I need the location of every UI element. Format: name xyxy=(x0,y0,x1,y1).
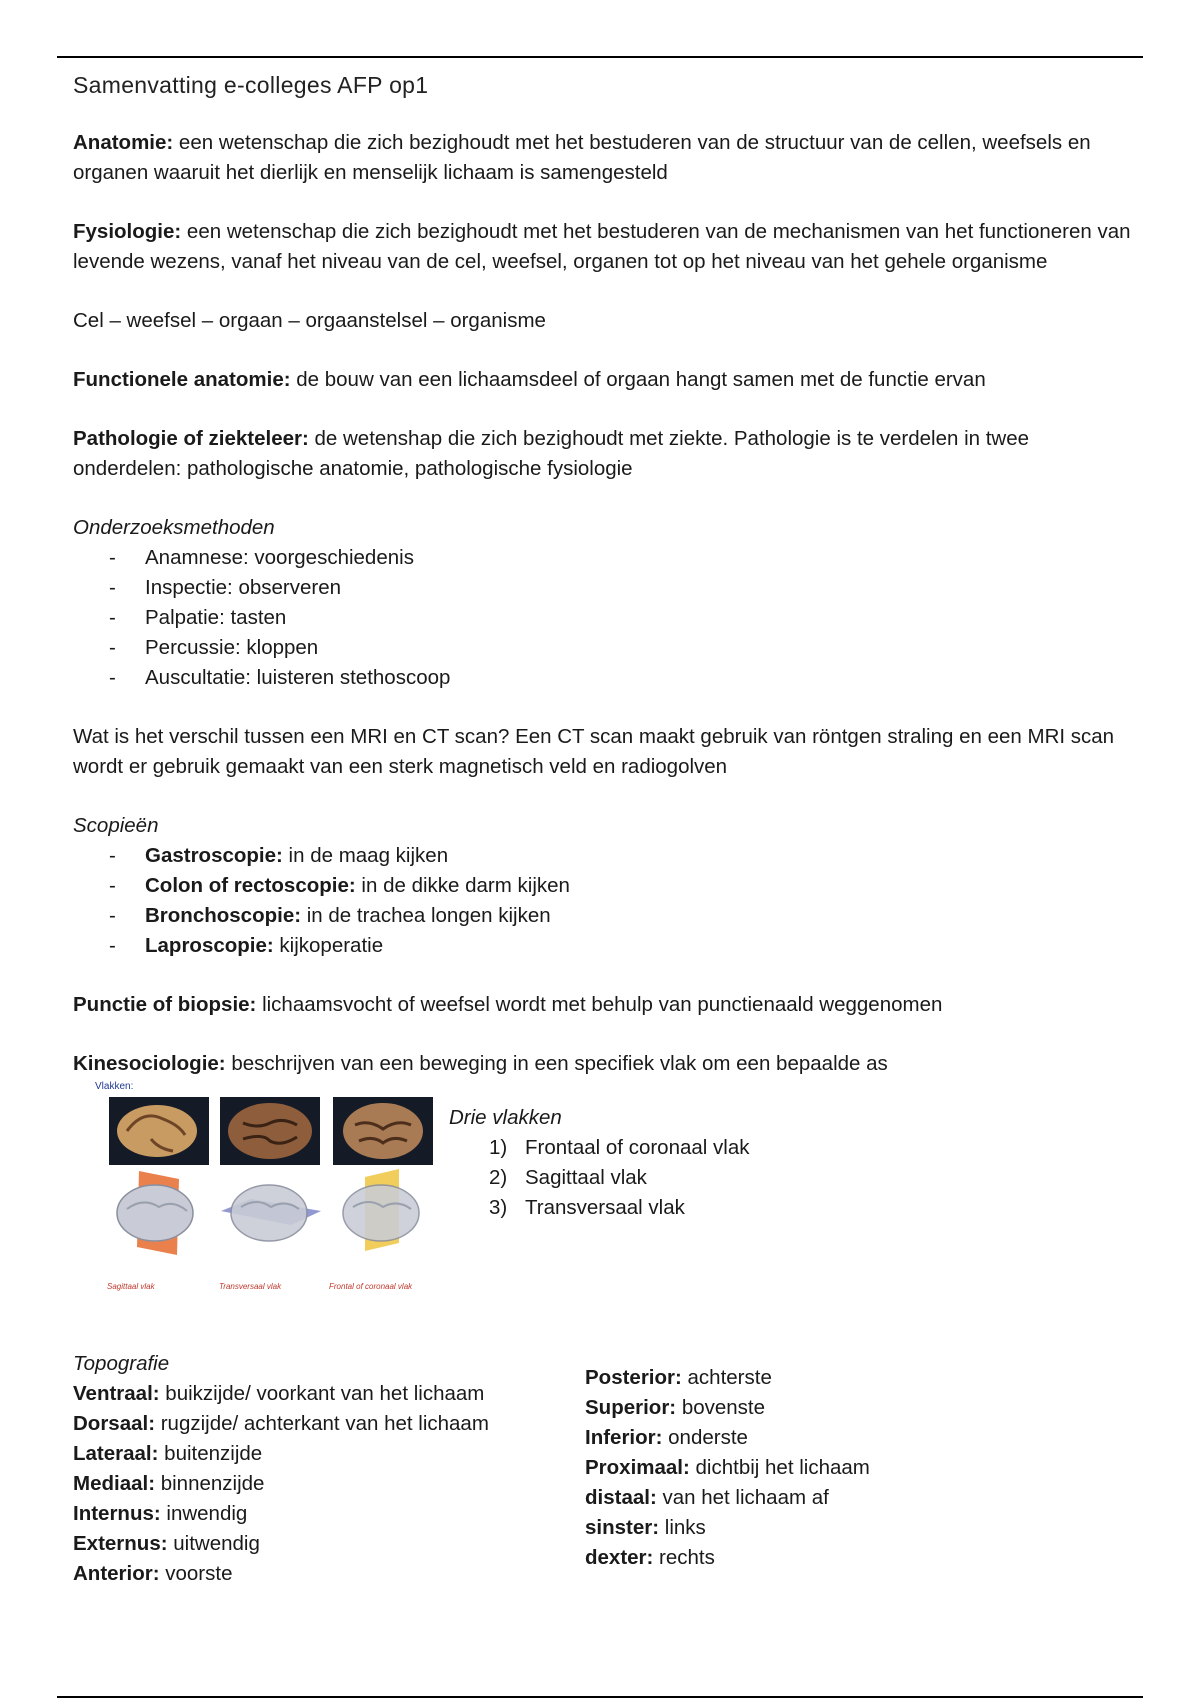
definition-text: een wetenschap die zich bezighoudt met het bestuderen van de mechanismen van het functioneren van levende wezens, vanaf het niveau van de cel, weefsel, organen tot op het niveau van het gehele organisme xyxy=(73,220,1131,273)
definition-text: voorste xyxy=(159,1562,233,1585)
document-body xyxy=(73,128,1133,1589)
definition-text: achterste xyxy=(681,1366,772,1389)
list-number: 3) xyxy=(489,1196,508,1219)
list-item xyxy=(585,1543,870,1573)
figure-caption: Transversaal vlak xyxy=(219,1282,282,1291)
definition-text: kijkoperatie xyxy=(273,934,384,957)
term: Inferior: xyxy=(585,1426,663,1449)
scopieen-list xyxy=(73,841,1133,961)
definition-text: buikzijde/ voorkant van het lichaam xyxy=(159,1382,485,1405)
topografie-heading: Topografie xyxy=(73,1352,170,1375)
list-item xyxy=(489,1133,749,1163)
brain-section-shape xyxy=(343,1103,423,1159)
planes-list-block xyxy=(449,1103,749,1223)
definition-text: links xyxy=(659,1516,706,1539)
planes-figure-row xyxy=(73,1079,1133,1349)
list-item: - Anamnese: voorgeschiedenis xyxy=(73,543,1133,573)
list-item xyxy=(73,1499,489,1529)
list-item xyxy=(73,901,1133,931)
definition-text: uitwendig xyxy=(167,1532,260,1555)
hierarchy-line: Cel – weefsel – orgaan – orgaanstelsel – organisme xyxy=(73,309,546,332)
list-item xyxy=(73,1379,489,1409)
term: Internus: xyxy=(73,1502,161,1525)
term: distaal: xyxy=(585,1486,657,1509)
top-rule xyxy=(57,56,1143,58)
list-item xyxy=(73,1439,489,1469)
onderzoek-heading: Onderzoeksmethoden xyxy=(73,516,275,539)
document-title: Samenvatting e-colleges AFP op1 xyxy=(73,72,429,98)
definition-text: rugzijde/ achterkant van het lichaam xyxy=(155,1412,489,1435)
definition-anatomie xyxy=(73,128,1133,188)
definition-text: de wetenshap die zich bezighoudt met ziekte. Pathologie is te verdelen in twee onderdelen: pathologische anatomie, pathologische fysiologie xyxy=(73,427,1030,480)
list-item xyxy=(585,1393,870,1423)
term: Laproscopie: xyxy=(145,934,274,957)
list-item: - Palpatie: tasten xyxy=(73,603,1133,633)
term: sinster: xyxy=(585,1516,660,1539)
term: Functionele anatomie: xyxy=(73,368,291,391)
definition-kinesiologie xyxy=(73,1049,1133,1079)
planes-heading: Drie vlakken xyxy=(449,1106,562,1129)
list-text: Frontaal of coronaal vlak xyxy=(525,1136,750,1159)
list-item xyxy=(73,931,1133,961)
brain-shape xyxy=(343,1185,419,1241)
list-number: 1) xyxy=(489,1136,508,1159)
figure-header: Vlakken: xyxy=(95,1081,134,1092)
term: Anatomie: xyxy=(73,131,174,154)
term: Bronchoscopie: xyxy=(145,904,302,927)
term: Punctie of biopsie: xyxy=(73,993,257,1016)
definition-text: lichaamsvocht of weefsel wordt met behulp van punctienaald weggenomen xyxy=(256,993,943,1016)
list-item: - Auscultatie: luisteren stethoscoop xyxy=(73,663,1133,693)
definition-text: in de trachea longen kijken xyxy=(301,904,551,927)
list-item: - Percussie: kloppen xyxy=(73,633,1133,663)
list-text: Transversaal vlak xyxy=(525,1196,685,1219)
term: Gastroscopie: xyxy=(145,844,283,867)
onderzoek-list xyxy=(73,543,1133,693)
list-item xyxy=(73,1559,489,1589)
definition-text: in de dikke darm kijken xyxy=(355,874,570,897)
list-item xyxy=(489,1193,749,1223)
topografie-left-column xyxy=(73,1349,489,1589)
definition-punctie xyxy=(73,990,1133,1020)
brain-section-shape xyxy=(117,1105,197,1157)
definition-text: van het lichaam af xyxy=(656,1486,829,1509)
list-text: Sagittaal vlak xyxy=(525,1166,647,1189)
list-item xyxy=(489,1163,749,1193)
definition-text: een wetenschap die zich bezighoudt met het bestuderen van de structuur van de cellen, weefsels en organen waaruit het dierlijk en menselijk lichaam is samengesteld xyxy=(73,131,1091,184)
bottom-rule xyxy=(57,1696,1143,1698)
list-item xyxy=(585,1483,870,1513)
list-item: - Inspectie: observeren xyxy=(73,573,1133,603)
term: Fysiologie: xyxy=(73,220,182,243)
term: Pathologie of ziekteleer: xyxy=(73,427,309,450)
list-item xyxy=(73,1409,489,1439)
list-item xyxy=(73,1469,489,1499)
term: Posterior: xyxy=(585,1366,682,1389)
definition-fysiologie xyxy=(73,217,1133,277)
brain-section-shape xyxy=(228,1103,312,1159)
term: Mediaal: xyxy=(73,1472,156,1495)
definition-text: rechts xyxy=(653,1546,715,1569)
brain-planes-figure xyxy=(93,1079,453,1311)
definition-text: dichtbij het lichaam xyxy=(689,1456,870,1479)
brain-shape xyxy=(117,1185,193,1241)
topografie-section xyxy=(73,1349,1133,1589)
term: Kinesociologie: xyxy=(73,1052,226,1075)
list-item xyxy=(585,1423,870,1453)
definition-text: beschrijven van een beweging in een specifiek vlak om een bepaalde as xyxy=(225,1052,888,1075)
mri-paragraph: Wat is het verschil tussen een MRI en CT scan? Een CT scan maakt gebruik van röntgen straling en een MRI scan wordt er gebruik gemaakt van een sterk magnetisch veld en radiogolven xyxy=(73,725,1115,778)
definition-text: bovenste xyxy=(676,1396,766,1419)
list-item xyxy=(73,871,1133,901)
definition-text: buitenzijde xyxy=(158,1442,263,1465)
term: Anterior: xyxy=(73,1562,160,1585)
term: Externus: xyxy=(73,1532,168,1555)
figure-caption: Frontal of coronaal vlak xyxy=(329,1282,413,1291)
term: Dorsaal: xyxy=(73,1412,156,1435)
brain-shape xyxy=(231,1185,307,1241)
list-number: 2) xyxy=(489,1166,508,1189)
definition-pathologie xyxy=(73,424,1133,484)
term: Ventraal: xyxy=(73,1382,160,1405)
definition-text: inwendig xyxy=(160,1502,248,1525)
list-item xyxy=(585,1513,870,1543)
list-item xyxy=(585,1453,870,1483)
list-item xyxy=(73,841,1133,871)
definition-functionele-anatomie xyxy=(73,365,1133,395)
definition-text: onderste xyxy=(662,1426,748,1449)
definition-text: binnenzijde xyxy=(155,1472,265,1495)
term: Lateraal: xyxy=(73,1442,159,1465)
term: Superior: xyxy=(585,1396,677,1419)
term: Colon of rectoscopie: xyxy=(145,874,356,897)
scopieen-heading: Scopieën xyxy=(73,814,159,837)
list-item xyxy=(73,1529,489,1559)
figure-caption: Sagittaal vlak xyxy=(107,1282,155,1291)
definition-text: in de maag kijken xyxy=(282,844,449,867)
topografie-right-column xyxy=(585,1363,870,1573)
definition-text: de bouw van een lichaamsdeel of orgaan hangt samen met de functie ervan xyxy=(290,368,986,391)
list-item xyxy=(585,1363,870,1393)
planes-list xyxy=(449,1133,749,1223)
term: dexter: xyxy=(585,1546,654,1569)
term: Proximaal: xyxy=(585,1456,690,1479)
